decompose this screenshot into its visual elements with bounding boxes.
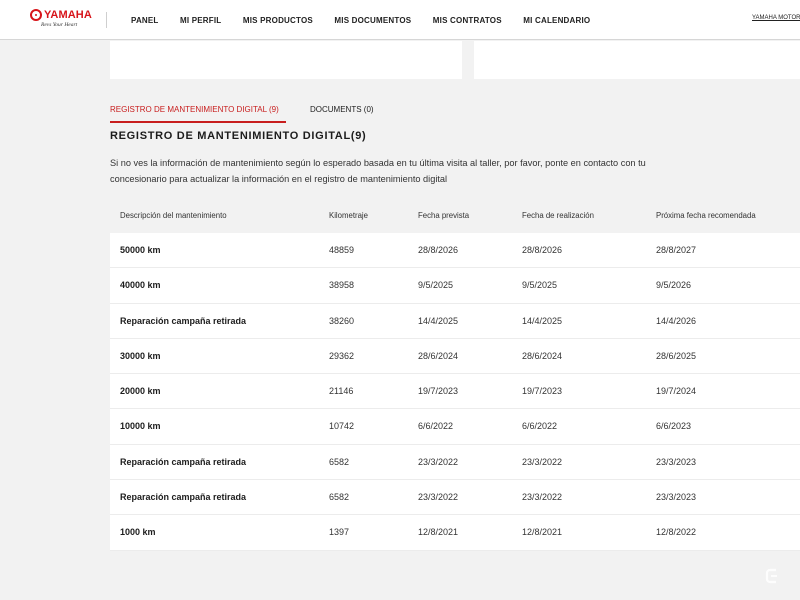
cell-planned-date: 6/6/2022 (418, 421, 454, 432)
nav-item-mis-productos[interactable]: MIS PRODUCTOS (242, 15, 313, 25)
cell-planned-date: 23/3/2022 (418, 492, 459, 503)
cell-next-date: 6/6/2023 (656, 421, 692, 432)
record-tabs (110, 101, 800, 123)
cell-completion-date: 14/4/2025 (522, 315, 563, 326)
main-nav (131, 0, 612, 40)
tuning-fork-emblem-icon (30, 9, 42, 21)
column-header-description: Descripción del mantenimiento (120, 211, 227, 220)
cell-mileage: 1397 (329, 527, 350, 538)
column-header-completion-date: Fecha de realización (522, 211, 594, 220)
intro-text: Si no ves la información de mantenimiento según lo esperado basada en tu última visita al taller, por favor, ponte en contacto con tu concesionario para actualizar la información en el registro de mantenimiento digital (110, 158, 646, 184)
table-row (110, 268, 800, 303)
cell-next-date: 23/3/2023 (656, 456, 697, 467)
cell-completion-date: 23/3/2022 (522, 492, 563, 503)
cell-completion-date: 12/8/2021 (522, 527, 563, 538)
cell-description: Reparación campaña retirada (120, 456, 247, 467)
top-navigation-bar (0, 0, 800, 40)
cell-mileage: 38260 (329, 315, 355, 326)
nav-item-mi-calendario[interactable]: MI CALENDARIO (523, 15, 591, 25)
cell-next-date: 28/8/2027 (656, 245, 697, 255)
cell-next-date: 9/5/2026 (656, 280, 692, 291)
table-row (110, 304, 800, 339)
cell-mileage: 29362 (329, 350, 355, 361)
nav-item-panel[interactable]: PANEL (131, 15, 159, 25)
nav-item-mis-documentos[interactable]: MIS DOCUMENTOS (334, 15, 412, 25)
table-row (110, 233, 800, 268)
cell-completion-date: 6/6/2022 (522, 421, 558, 432)
header-divider (106, 12, 107, 28)
cell-mileage: 10742 (329, 421, 355, 432)
cell-completion-date: 28/8/2026 (522, 245, 563, 255)
cell-description: Reparación campaña retirada (120, 492, 247, 503)
logo-wordmark: YAMAHA (44, 9, 92, 21)
cell-planned-date: 23/3/2022 (418, 456, 459, 467)
cell-completion-date: 9/5/2025 (522, 280, 558, 291)
cell-planned-date: 28/6/2024 (418, 350, 459, 361)
section-title: REGISTRO DE MANTENIMIENTO DIGITAL(9) (110, 130, 367, 142)
cell-next-date: 14/4/2026 (656, 315, 697, 326)
cell-mileage: 21146 (329, 386, 354, 397)
table-row (110, 445, 800, 480)
cell-description: 40000 km (120, 280, 161, 291)
cell-next-date: 28/6/2025 (656, 350, 697, 361)
cell-description: 50000 km (120, 245, 161, 255)
cell-completion-date: 28/6/2024 (522, 350, 563, 361)
product-card-left (110, 41, 462, 79)
cell-description: Reparación campaña retirada (120, 315, 247, 326)
cell-planned-date: 28/8/2026 (418, 245, 459, 255)
nav-item-mi-perfil[interactable]: MI PERFIL (180, 15, 222, 25)
table-body (110, 233, 800, 551)
cell-mileage: 38958 (329, 280, 355, 291)
cell-planned-date: 19/7/2023 (418, 386, 459, 397)
logo-tagline: Revs Your Heart (41, 22, 78, 28)
cell-next-date: 12/8/2022 (656, 527, 697, 538)
column-header-mileage: Kilometraje (329, 211, 368, 220)
cell-completion-date: 23/3/2022 (522, 456, 563, 467)
cell-description: 20000 km (120, 386, 161, 397)
cell-completion-date: 19/7/2023 (522, 386, 563, 397)
tab-maintenance-record[interactable]: REGISTRO DE MANTENIMIENTO DIGITAL (9) (110, 101, 286, 123)
cell-description: 30000 km (120, 350, 161, 361)
corner-watermark-icon (764, 567, 782, 585)
product-card-right (474, 41, 800, 79)
table-header (110, 199, 800, 233)
table-row (110, 409, 800, 444)
column-header-next-date: Próxima fecha recomendada (656, 211, 756, 220)
cell-next-date: 23/3/2023 (656, 492, 697, 503)
cell-mileage: 6582 (329, 456, 350, 467)
table-row (110, 480, 800, 515)
table-row (110, 374, 800, 409)
maintenance-table (110, 199, 800, 551)
cell-mileage: 48859 (329, 245, 355, 255)
cell-description: 1000 km (120, 527, 156, 538)
column-header-planned-date: Fecha prevista (418, 211, 470, 220)
table-row (110, 339, 800, 374)
nav-item-mis-contratos[interactable]: MIS CONTRATOS (432, 15, 502, 25)
cell-planned-date: 9/5/2025 (418, 280, 454, 291)
cell-next-date: 19/7/2024 (656, 386, 697, 397)
tab-documents[interactable]: DOCUMENTS (0) (310, 105, 374, 114)
yamaha-motor-link[interactable]: YAMAHA MOTOR (752, 15, 800, 21)
yamaha-logo[interactable] (30, 9, 92, 33)
cell-mileage: 6582 (329, 492, 350, 503)
cell-description: 10000 km (120, 421, 161, 432)
cell-planned-date: 12/8/2021 (418, 527, 459, 538)
cell-planned-date: 14/4/2025 (418, 315, 459, 326)
table-row (110, 515, 800, 550)
